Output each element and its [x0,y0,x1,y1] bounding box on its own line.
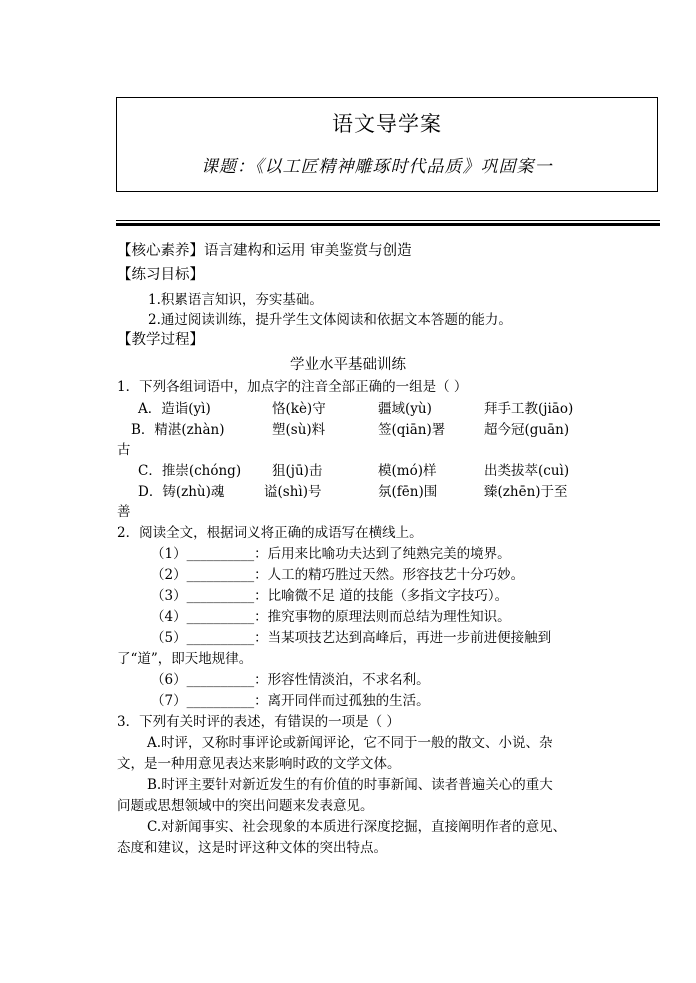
q1-option-b-3: 签(qiān)署 [378,422,446,438]
core-literacy-line: 【核心素养】语言建构和运用 审美鉴赏与创造 [117,243,412,259]
q1-option-a-3: 疆域(yù) [378,401,432,417]
q1-option-b-4: 超今冠(guān) [484,422,570,438]
q1-option-a-1: A．造诣(yì) [138,401,211,417]
q2-item-4: （4）__________：推究事物的原理法则而总结为理性知识。 [151,609,511,625]
q3-option-b-2: 问题或思想领域中的突出问题来发表意见。 [117,798,374,814]
section-subheading: 学业水平基础训练 [290,357,406,373]
q3-option-b-1: B.时评主要针对新近发生的有价值的时事新闻、读者普遍关心的重大 [147,777,553,793]
q1-option-d-3: 氛(fēn)围 [378,484,438,500]
q1-option-d-4: 臻(zhēn)于至 [484,484,568,500]
q2-item-1: （1）__________：后用来比喻功夫达到了纯熟完美的境界。 [151,546,511,562]
q1-option-b-2: 塑(sù)料 [272,422,326,438]
q1-option-d-2: 谥(shì)号 [264,484,322,500]
q2-item-2: （2）__________：人工的精巧胜过天然。形容技艺十分巧妙。 [151,567,525,583]
q1-option-c-1: C．推崇(chóng) [138,463,242,479]
q1-stem: 1．下列各组词语中，加点字的注音全部正确的一组是（ ） [117,379,468,395]
q2-item-3: （3）__________：比喻微不足 道的技能（多指文字技巧）。 [151,588,509,604]
q3-option-c-2: 态度和建议，这是时评这种文体的突出特点。 [117,840,387,856]
q1-option-b-1: B．精湛(zhàn) [131,422,225,438]
q1-option-c-3: 模(mó)样 [378,463,437,479]
q2-item-5-cont: 了“道”，即天地规律。 [117,651,253,667]
q1-option-d-cont: 善 [117,504,131,520]
q1-option-b-cont: 古 [117,442,131,458]
q1-option-d-1: D．铸(zhù)魂 [138,484,225,500]
divider-thick [116,223,660,226]
q2-item-6: （6）__________：形容性情淡泊，不求名利。 [151,672,430,688]
doc-subtitle: 课题：《以工匠精神雕琢时代品质》巩固案一 [201,157,553,177]
header-box [116,97,658,192]
q1-option-c-2: 狙(jū)击 [272,463,323,479]
process-heading: 【教学过程】 [117,332,204,348]
q1-option-a-4: 拜手工教(jiāo) [484,401,574,417]
q3-option-a-1: A.时评，又称时事评论或新闻评论，它不同于一般的散文、小说、杂 [147,735,553,751]
q1-option-c-4: 出类拔萃(cuì) [484,463,570,479]
q2-stem: 2．阅读全文，根据词义将正确的成语写在横线上。 [117,525,423,541]
q3-option-a-2: 文，是一种用意见表达来影响时政的文学文体。 [117,756,401,772]
q3-stem: 3．下列有关时评的表述，有错误的一项是（ ） [117,714,400,730]
q3-option-c-1: C.对新闻事实、社会现象的本质进行深度挖掘，直接阐明作者的意见、 [147,819,567,835]
q2-item-5: （5）__________：当某项技艺达到高峰后，再进一步前进便接触到 [151,630,552,646]
goal-item-2: 2.通过阅读训练，提升学生文体阅读和依据文本答题的能力。 [148,312,512,328]
goal-item-1: 1.积累语言知识，夯实基础。 [148,292,323,308]
q2-item-7: （7）__________：离开同伴而过孤独的生活。 [151,693,430,709]
q1-option-a-2: 恪(kè)守 [272,401,326,417]
doc-title: 语文导学案 [332,112,442,136]
goal-heading: 【练习目标】 [117,267,204,283]
divider-thin [116,220,660,221]
